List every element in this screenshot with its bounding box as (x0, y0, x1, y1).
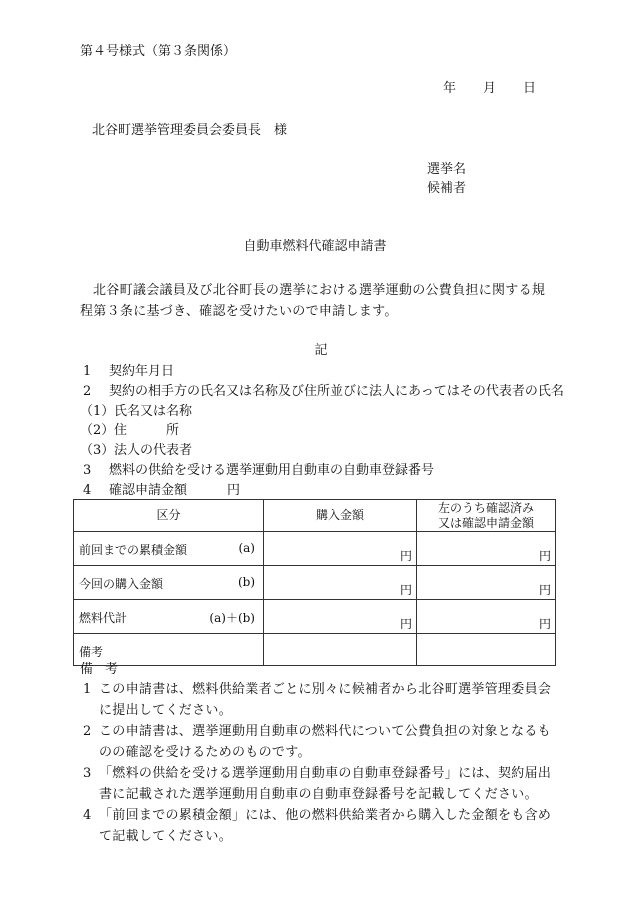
table-row (74, 600, 556, 634)
election-name-label: 選挙名 (427, 162, 467, 177)
sub-list-item (80, 402, 564, 422)
remarks-heading: 備考 (80, 662, 131, 677)
table-remarks-row (74, 634, 556, 666)
item-text: 確認申請金額 (109, 482, 188, 498)
row-code: (a)＋(b) (209, 611, 255, 625)
sub-item-number: （1） (80, 403, 115, 419)
purchase-amount-cell[interactable] (264, 600, 417, 634)
form-number: 第４号様式（第３条関係） (80, 44, 237, 59)
list-item (80, 382, 564, 402)
ki-heading: 記 (314, 343, 328, 358)
document-title: 自動車燃料代確認申請書 (243, 239, 387, 254)
table-header-row (74, 500, 556, 532)
list-item (80, 362, 564, 382)
candidate-label: 候補者 (427, 181, 467, 196)
date-year-label: 年 (443, 81, 457, 96)
item-text: 燃料の供給を受ける選挙運動用自動車の自動車登録番号 (109, 462, 435, 478)
item-text: 契約の相手方の氏名又は名称及び住所並びに法人にあってはその代表者の氏名 (109, 383, 564, 399)
remarks-note (80, 805, 560, 847)
header-purchase-amount: 購入金額 (264, 500, 417, 532)
item-number: 1 (83, 364, 92, 379)
item-number: 2 (83, 383, 92, 399)
yen-unit: 円 (399, 549, 412, 563)
confirmed-amount-cell[interactable] (417, 566, 556, 600)
list-item (80, 481, 564, 501)
sub-list-item (80, 441, 564, 461)
sub-item-text: 氏名又は名称 (114, 403, 193, 419)
table-row (74, 532, 556, 566)
note-text: この申請書は、選挙運動用自動車の燃料代について公費負担の対象となるものの確認を受けるためのものです。 (99, 724, 551, 760)
item-number: 3 (83, 462, 92, 478)
row-label-cell (74, 566, 264, 600)
remarks-cell[interactable] (417, 634, 556, 666)
remarks-label-cell (74, 634, 264, 666)
note-number: 1 (83, 682, 92, 697)
confirmed-amount-cell[interactable] (417, 600, 556, 634)
item-number: 4 (83, 482, 92, 498)
row-code: (b) (237, 575, 255, 589)
sub-item-number: （3） (80, 443, 115, 459)
remarks-cell[interactable] (264, 634, 417, 666)
row-label-cell (74, 532, 264, 566)
row-label: 燃料代計 (79, 611, 128, 625)
sub-item-number: （2） (80, 423, 115, 439)
note-number: 2 (83, 724, 92, 739)
header-confirmed-amount: 左のうち確認済み 又は確認申請金額 (417, 500, 556, 532)
item-list (80, 362, 564, 501)
yen-unit: 円 (538, 617, 551, 631)
note-text: 「前回までの累積金額」には、他の燃料供給業者から購入した金額をも含めて記載してください。 (99, 808, 552, 844)
date-day-label: 日 (523, 81, 537, 96)
remarks-note (80, 721, 560, 763)
yen-unit: 円 (399, 583, 412, 597)
remarks-note (80, 763, 560, 805)
purchase-amount-cell[interactable] (264, 532, 417, 566)
amount-unit: 円 (227, 482, 241, 498)
yen-unit: 円 (399, 617, 412, 631)
note-number: 3 (83, 766, 92, 781)
row-label: 今回の購入金額 (79, 577, 164, 591)
row-label-cell (74, 600, 264, 634)
fuel-cost-table (73, 499, 556, 666)
yen-unit: 円 (538, 549, 551, 563)
remarks-note (80, 679, 560, 721)
remarks-row-label: 備考 (79, 645, 104, 659)
note-text: 「燃料の供給を受ける選挙運動用自動車の自動車登録番号」には、契約届出書に記載された選挙運動用自動車の自動車登録番号を記載してください。 (99, 766, 552, 802)
row-code: (a) (238, 541, 255, 555)
yen-unit: 円 (538, 583, 551, 597)
remarks-list (80, 679, 560, 847)
sub-item-text: 法人の代表者 (114, 443, 193, 459)
table-row (74, 566, 556, 600)
list-item (80, 461, 564, 481)
row-label: 前回までの累積金額 (79, 543, 188, 557)
header-category: 区分 (74, 500, 264, 532)
item-text: 契約年月日 (109, 364, 175, 379)
confirmed-amount-cell[interactable] (417, 532, 556, 566)
sub-list-item (80, 421, 564, 441)
date-month-label: 月 (483, 81, 497, 96)
addressee: 北谷町選挙管理委員会委員長 様 (92, 123, 288, 138)
purchase-amount-cell[interactable] (264, 566, 417, 600)
date-line (443, 82, 536, 95)
sub-item-text: 住 所 (114, 423, 180, 439)
note-number: 4 (83, 808, 92, 823)
application-statement: 北谷町議会議員及び北谷町長の選挙における選挙運動の公費負担に関する規程第３条に基づき、確認を受けたいので申請します。 (80, 283, 546, 319)
note-text: この申請書は、燃料供給業者ごとに別々に候補者から北谷町選挙管理委員会に提出してください。 (99, 682, 552, 718)
